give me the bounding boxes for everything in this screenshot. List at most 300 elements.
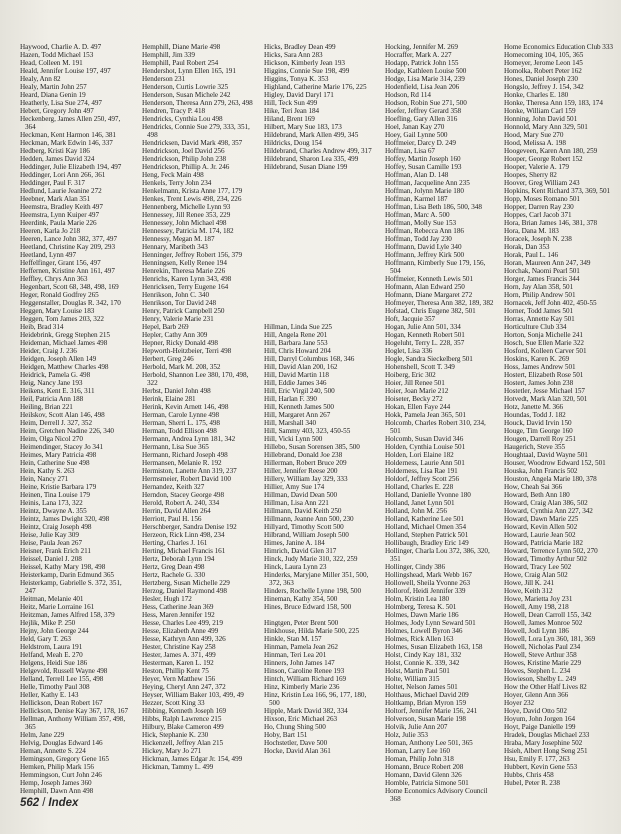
index-entry: Highland, Catherine Marie 176, 225 bbox=[264, 83, 367, 91]
index-entry: Hillebrand, Donald Joe 238 bbox=[264, 451, 343, 459]
index-entry: Haugerich, Steve 355 bbox=[504, 443, 566, 451]
index-entry: Henkes, Trent Lewis 498, 234, 226 bbox=[142, 195, 242, 203]
index-entry: Hofmeyer, Theresa Ann 382, 189, 382 bbox=[385, 299, 494, 307]
index-entry: Hermsmeier, Robert David 100 bbox=[142, 475, 231, 483]
index-entry: Hoffey, Martin Joseph 160 bbox=[385, 155, 461, 163]
index-entry: Hollingshead, Mark Webb 167 bbox=[385, 571, 472, 579]
index-entry: Heetland, Christine Kay 209, 293 bbox=[20, 243, 116, 251]
index-entry: Holmes, Lowell Byron 346 bbox=[385, 627, 463, 635]
index-entry: Hick, Stephanie K. 230 bbox=[142, 731, 209, 739]
index-entry: Hennessey, Patricia M. 174, 182 bbox=[142, 227, 234, 235]
index-entry: Hellman, Anthony William 357, 498, 365 bbox=[20, 715, 126, 731]
index-entry: Holderness, Lisa Rae 191 bbox=[385, 467, 458, 475]
index-entry: Hoier, Jill Renee 501 bbox=[385, 379, 445, 387]
index-entry: Hertz, Rachele G. 330 bbox=[142, 571, 206, 579]
index-entry: Helle, Timothy Paul 308 bbox=[20, 683, 90, 691]
index-entry: Hepler, Cathy Ann 309 bbox=[142, 331, 208, 339]
index-entry: Holm, Kristin Lea 180 bbox=[385, 595, 450, 603]
index-entry: Homan, Anthony Lee 501, 365 bbox=[385, 739, 473, 747]
index-entry: Henderson, Susan Michele 242 bbox=[142, 91, 231, 99]
index-entry: Holland, Stephen Patrick 501 bbox=[385, 531, 469, 539]
index-entry: Henrikson, John C. 340 bbox=[142, 291, 209, 299]
index-entry: Hoffmeier, Kenneth Lewis 501 bbox=[385, 275, 473, 283]
index-entry: Helgevold, Russell Wayne 498 bbox=[20, 667, 108, 675]
index-entry: Heig, Nancy Jane 193 bbox=[20, 379, 83, 387]
index-entry: Hillman, Lisa Ann 221 bbox=[264, 499, 329, 507]
index-entry: Hedlund, Laurie Jeanine 272 bbox=[20, 187, 102, 195]
index-entry: Howard, Timothy Arthur 502 bbox=[504, 555, 587, 563]
index-entry: Hill, Eddie James 346 bbox=[264, 379, 327, 387]
index-column-2 bbox=[142, 43, 254, 771]
index-entry: Hein, Kathy S. 263 bbox=[20, 467, 75, 475]
column-gap bbox=[264, 187, 376, 195]
index-entry: Heerdink, Paula Marie 226 bbox=[20, 219, 97, 227]
index-entry: Hoffman, Jolynn Marie 180 bbox=[385, 187, 464, 195]
index-entry: Hoskins, Karen K. 269 bbox=[504, 355, 570, 363]
index-entry: Howard, Cynthia Ann 227, 342 bbox=[504, 507, 593, 515]
index-entry: Heemstra, Bradley Keith 497 bbox=[20, 203, 103, 211]
index-entry: Horn, Jay Alan 358, 501 bbox=[504, 283, 574, 291]
index-entry: Heintz, Dwayne A. 355 bbox=[20, 507, 87, 515]
index-entry: Himes, Janine A. 184 bbox=[264, 539, 325, 547]
index-entry: Hicks, Bradley Dean 499 bbox=[264, 43, 336, 51]
index-entry: Hennessey, John Michael 498 bbox=[142, 219, 227, 227]
index-entry: Howard, Laurie Jean 502 bbox=[504, 531, 576, 539]
index-entry: Hotvedt, Mark Alan 320, 501 bbox=[504, 395, 588, 403]
index-entry: Howes, Kristine Marie 229 bbox=[504, 659, 581, 667]
index-entry: Heissel, Daniel J. 208 bbox=[20, 555, 82, 563]
index-entry: Hopkins, Kent Richard 373, 369, 501 bbox=[504, 187, 611, 195]
index-entry: Hesse, Kathryn Ann 499, 326 bbox=[142, 635, 226, 643]
index-entry: Hoefer, Jeffrey Gerard 358 bbox=[385, 107, 462, 115]
index-entry: Hill, Teck Sun 499 bbox=[264, 99, 318, 107]
index-entry: Henderson, Theresa Ann 279, 263, 498 bbox=[142, 99, 253, 107]
index-entry: Hilbert, Mary Sue 183, 173 bbox=[264, 123, 342, 131]
index-entry: Hill, Chris Howard 204 bbox=[264, 347, 331, 355]
index-entry: Hoft, Jacquie 357 bbox=[385, 315, 436, 323]
index-entry: Holst, Connie K. 339, 342 bbox=[385, 659, 460, 667]
column-gap bbox=[264, 283, 376, 291]
column-gap bbox=[264, 227, 376, 235]
index-entry: Hodson, Robin Sue 271, 500 bbox=[385, 99, 467, 107]
index-entry: Hinson, Caroline Renee 193 bbox=[264, 667, 345, 675]
index-entry: Hinz, Kimberly Marie 236 bbox=[264, 683, 340, 691]
index-entry: Heng, Feck Main 498 bbox=[142, 171, 204, 179]
index-entry: Henrichs, Karen Lynn 343, 498 bbox=[142, 275, 232, 283]
index-entry: Honke, Charles E. 180 bbox=[504, 91, 569, 99]
index-entry: Hickman, Tammy L. 499 bbox=[142, 763, 214, 771]
index-entry: Henrikson, Tor David 248 bbox=[142, 299, 217, 307]
index-entry: Hinman, Teri Lea 201 bbox=[264, 651, 327, 659]
index-entry: Hoiberg, Eric 302 bbox=[385, 371, 436, 379]
index-entry: Hilbrand, William Joseph 500 bbox=[264, 531, 349, 539]
column-gap bbox=[264, 611, 376, 619]
index-entry: Heffernen, Kristine Ann 161, 497 bbox=[20, 267, 115, 275]
column-gap bbox=[264, 203, 376, 211]
index-entry: Holtkamp, Brian Myron 159 bbox=[385, 699, 466, 707]
index-entry: Hegenbart, Scott 68, 348, 498, 169 bbox=[20, 283, 119, 291]
index-entry: Holtet, Nelson James 501 bbox=[385, 683, 458, 691]
index-entry: Henninger, Jeffrey Robert 156, 379 bbox=[142, 251, 243, 259]
index-entry: Hocraffer, Mark A. 227 bbox=[385, 51, 452, 59]
column-gap bbox=[264, 211, 376, 219]
index-entry: Hibbing, Kenneth Joseph 169 bbox=[142, 707, 227, 715]
index-entry: Hollinger, Cindy 386 bbox=[385, 563, 446, 571]
index-entry: Horn, Philip Andrew 501 bbox=[504, 291, 576, 299]
index-entry: Hoffman, Rebecca Ann 186 bbox=[385, 227, 464, 235]
index-entry: Hennenberg, Michelle Lynn 93 bbox=[142, 203, 231, 211]
index-entry: Heimes, Mary Patricia 498 bbox=[20, 451, 97, 459]
index-entry: Hoffey, Susan Camille 193 bbox=[385, 163, 462, 171]
index-entry: Hennary, Maribeth 343 bbox=[142, 243, 208, 251]
index-entry: Heddinger, Julie Elizabeth 194, 497 bbox=[20, 163, 122, 171]
index-entry: Hoyum, John Jorgen 164 bbox=[504, 715, 576, 723]
index-entry: Heetland, Lynn 497 bbox=[20, 251, 76, 259]
index-entry: Helfand, Meah E. 270 bbox=[20, 651, 83, 659]
index-entry: Honke, William Carl 159 bbox=[504, 107, 576, 115]
index-entry: Hemphill, Jim 339 bbox=[142, 51, 195, 59]
index-entry: Hinck, Laura Lynn 23 bbox=[264, 563, 327, 571]
index-entry: Heman, Annette S. 224 bbox=[20, 747, 86, 755]
index-entry: Hoyer 232 bbox=[504, 699, 535, 707]
index-entry: Hood, Melissa A. 198 bbox=[504, 139, 566, 147]
column-gap bbox=[264, 299, 376, 307]
index-entry: Herzeon, Rick Linn 498, 234 bbox=[142, 531, 225, 539]
index-entry: Home Economics Education Club 333 bbox=[504, 43, 613, 51]
index-entry: Heyser, William Baker 103, 499, 49 bbox=[142, 691, 244, 699]
index-entry: Hertz, Greg Dean 498 bbox=[142, 563, 205, 571]
index-entry: Holland, Danielle Yvonne 180 bbox=[385, 491, 471, 499]
index-entry: Hertz, Deborah Lynn 194 bbox=[142, 555, 215, 563]
index-entry: Howell, Dean Carroll 155, 342 bbox=[504, 611, 592, 619]
index-entry: Hoppes, Carl Jacob 371 bbox=[504, 211, 572, 219]
index-entry: Haywood, Charlie A. D. 497 bbox=[20, 43, 102, 51]
index-column-5 bbox=[504, 43, 616, 787]
index-entry: Howell, Lora Lyn 360, 181, 369 bbox=[504, 635, 596, 643]
index-entry: Horacek, Joseph N. 238 bbox=[504, 235, 572, 243]
index-entry: Heemstra, Lynn Kuiper 497 bbox=[20, 211, 99, 219]
index-entry: Homan, Philip John 318 bbox=[385, 755, 454, 763]
page-footer bbox=[20, 797, 78, 809]
column-gap bbox=[264, 235, 376, 243]
index-entry: Hicks, Sara Ann 283 bbox=[264, 51, 323, 59]
index-entry: Heinis, Lana 173, 322 bbox=[20, 499, 83, 507]
index-entry: Holmes, Dawn Marie 186 bbox=[385, 611, 459, 619]
index-entry: Honke, Theresa Ann 159, 183, 174 bbox=[504, 99, 603, 107]
index-entry: Howell, Steve Arthur 358 bbox=[504, 651, 577, 659]
index-column-4 bbox=[385, 43, 497, 803]
index-entry: Hill, Sammy 403, 323, 450-55 bbox=[264, 427, 351, 435]
column-gap bbox=[264, 179, 376, 187]
index-entry: Hildebrand, Charles Andrew 499, 317 bbox=[264, 147, 372, 155]
index-entry: Hogan, Kenneth Robert 501 bbox=[385, 331, 465, 339]
index-entry: Henry, Patrick Campbell 250 bbox=[142, 307, 225, 315]
index-entry: Holte, William 315 bbox=[385, 675, 440, 683]
index-entry: Holz, Julie 353 bbox=[385, 731, 428, 739]
index-entry: Howard, Beth Ann 180 bbox=[504, 491, 570, 499]
index-entry: Holtorf, Jennifer Marie 156, 241 bbox=[385, 707, 478, 715]
index-entry: Hipple, Mark David 382, 334 bbox=[264, 707, 348, 715]
index-entry: Hickey, Mary Jo 271 bbox=[142, 747, 202, 755]
index-entry: Hein, Nancy 271 bbox=[20, 475, 69, 483]
index-entry: Holland, Janet Lynn 501 bbox=[385, 499, 455, 507]
index-entry: Hemphill, Dawn Ann 498 bbox=[20, 787, 94, 795]
index-entry: Hokk, Pamela Jean 365, 501 bbox=[385, 411, 466, 419]
index-entry: Hill, Angela Rene 201 bbox=[264, 331, 328, 339]
index-entry: Herbst, Daniel John 498 bbox=[142, 387, 211, 395]
index-entry: Hess, Maren Jennifer 192 bbox=[142, 611, 215, 619]
index-entry: Howard, Patricia Marie 182 bbox=[504, 539, 583, 547]
index-entry: Hintch, William Richard 169 bbox=[264, 675, 347, 683]
index-entry: Hendrickson, Phillip A. Jr. 246 bbox=[142, 163, 230, 171]
index-entry: Houge, Tim George 160 bbox=[504, 427, 573, 435]
index-entry: Herbold, Shannon Lee 380, 170, 498, 322 bbox=[142, 371, 249, 387]
index-entry: Hofmann, Alan Edward 250 bbox=[385, 283, 465, 291]
index-entry: Herink, Elaine 281 bbox=[142, 395, 196, 403]
index-entry: Heyer, Vern Matthew 156 bbox=[142, 675, 216, 683]
index-entry: Heilskov, Scott Alan 146, 498 bbox=[20, 411, 105, 419]
index-entry: Hodge, Kathleen Louise 500 bbox=[385, 67, 467, 75]
index-entry: Hoye, David Otto 502 bbox=[504, 707, 567, 715]
index-entry: Hickson, Kimberly Jean 193 bbox=[264, 59, 345, 67]
index-entry: Hendershot, Lynn Ellen 165, 191 bbox=[142, 67, 236, 75]
index-entry: Hoffmann, David Lyle 340 bbox=[385, 243, 462, 251]
index-entry: Hoogeveen, Karen Ann 180, 259 bbox=[504, 147, 598, 155]
index-entry: Hinders, Rochelle Lynne 198, 500 bbox=[264, 587, 362, 595]
index-entry: Heisner, Frank Erich 211 bbox=[20, 547, 91, 555]
index-entry: Houser, Woodrow Edward 152, 501 bbox=[504, 459, 606, 467]
index-entry: Heintz, Craig Joseph 498 bbox=[20, 523, 92, 531]
index-entry: Heffley, Chrys Ann 363 bbox=[20, 275, 88, 283]
index-entry: Hora, Brian James 146, 381, 378 bbox=[504, 219, 598, 227]
index-entry: Howell, Amy 198, 218 bbox=[504, 603, 569, 611]
index-entry: Henricksen, Terry Eugene 164 bbox=[142, 283, 229, 291]
index-entry: Hoffmann, Kimberly Sue 179, 156, 504 bbox=[385, 259, 486, 275]
index-entry: Hebert, Gregory John 497 bbox=[20, 107, 94, 115]
index-entry: Heider, Craig J. 236 bbox=[20, 347, 77, 355]
index-entry: Hopp, Moses Romano 501 bbox=[504, 195, 580, 203]
index-entry: Howard, Tracy Lee 502 bbox=[504, 563, 572, 571]
index-entry: Heckenberg, James Allen 250, 497, 364 bbox=[20, 115, 121, 131]
index-entry: Helm, Jane 229 bbox=[20, 731, 65, 739]
index-entry: Heissel, Kathy Mary 198, 498 bbox=[20, 563, 106, 571]
index-entry: Hubbs, Chris 458 bbox=[504, 771, 554, 779]
index-entry: Hike, Teri Jean 184 bbox=[264, 107, 320, 115]
index-entry: Hermann, Richard Joseph 498 bbox=[142, 451, 228, 459]
index-entry: Ho, Chung Shing 500 bbox=[264, 723, 326, 731]
index-entry: Home Economics Advisory Council 368 bbox=[385, 787, 488, 803]
index-entry: Heidebrink, Gregg Stephen 215 bbox=[20, 331, 110, 339]
index-entry: Hollorof, Heidi Jennifer 339 bbox=[385, 587, 466, 595]
index-entry: Hoffman, Lisa Beth 186, 500, 348 bbox=[385, 203, 482, 211]
index-entry: Hoffmeier, Darcy D. 249 bbox=[385, 139, 456, 147]
index-entry: Hora, Dana M. 183 bbox=[504, 227, 559, 235]
index-entry: Hoffman, Marc A. 500 bbox=[385, 211, 450, 219]
index-entry: Henkels, Terry John 234 bbox=[142, 179, 212, 187]
index-entry: Horticulture Club 334 bbox=[504, 323, 567, 331]
index-entry: Henderson 231 bbox=[142, 75, 186, 83]
index-entry: Holmes, Rick Allen 163 bbox=[385, 635, 454, 643]
index-entry: Hoefling, Gary Allen 316 bbox=[385, 115, 458, 123]
index-entry: Heisterkamp, Gabrielle S. 372, 351, 247 bbox=[20, 579, 122, 595]
index-entry: Howe, Craig Alan 502 bbox=[504, 571, 568, 579]
index-entry: Hokan, Ellen Faye 244 bbox=[385, 403, 451, 411]
index-entry: Heddinger, Paul F. 317 bbox=[20, 179, 85, 187]
index-entry: Heiling, Brian 221 bbox=[20, 403, 73, 411]
index-entry: Hepner, Ricky Donald 498 bbox=[142, 339, 218, 347]
index-entry: Hineman, Kathy 354, 500 bbox=[264, 595, 338, 603]
column-gap bbox=[264, 243, 376, 251]
index-entry: Hesler, Hugh 172 bbox=[142, 595, 192, 603]
index-entry: Heard, Diana Genin 19 bbox=[20, 91, 86, 99]
index-entry: Heeren, Karla Jo 218 bbox=[20, 227, 81, 235]
index-entry: Houndas, Todd J. 182 bbox=[504, 411, 566, 419]
index-entry: Hoier, Joan Marie 212 bbox=[385, 387, 449, 395]
index-entry: Herman, Sherri L. 175, 498 bbox=[142, 419, 220, 427]
index-entry: Hezzer, Scott King 33 bbox=[142, 699, 205, 707]
index-entry: Horak, Dan 353 bbox=[504, 243, 550, 251]
index-entry: Holland, John M. 256 bbox=[385, 507, 447, 515]
index-entry: Holvik, Julie Ann 207 bbox=[385, 723, 448, 731]
index-entry: Hogeluht, Terry L. 228, 357 bbox=[385, 339, 465, 347]
index-entry: Heise, Paula Jean 267 bbox=[20, 539, 83, 547]
index-entry: Hochstetler, Dave 500 bbox=[264, 739, 328, 747]
index-entry: Homble, Patricia Simone 501 bbox=[385, 779, 469, 787]
index-entry: Heidgen, Matthew Charles 498 bbox=[20, 363, 109, 371]
index-entry: Higgins, Tonya K. 353 bbox=[264, 75, 329, 83]
index-entry: Heller, Kathy E. 143 bbox=[20, 691, 79, 699]
index-entry: Hopper, Darren Ray 230 bbox=[504, 203, 574, 211]
index-entry: Heim, Gretchen Nadine 226, 340 bbox=[20, 427, 114, 435]
index-entry: Heggenstaller, Douglas R. 342, 170 bbox=[20, 299, 121, 307]
index-entry: Holthaus, Michael David 209 bbox=[385, 691, 469, 699]
index-entry: Hinners, John James 147 bbox=[264, 659, 335, 667]
index-entry: Holland, Michael Omen 354 bbox=[385, 523, 466, 531]
index-entry: Hepel, Barb 269 bbox=[142, 323, 189, 331]
index-entry: Herbert, Greg 246 bbox=[142, 355, 194, 363]
index-entry: Hendricksen, David Mark 498, 357 bbox=[142, 139, 243, 147]
index-entry: Horner, Todd James 501 bbox=[504, 307, 574, 315]
index-entry: Honnold, Mary Ann 329, 501 bbox=[504, 123, 588, 131]
index-entry: Hickenzell, Jeffrey Alan 215 bbox=[142, 739, 224, 747]
index-entry: Hiland, Brent 169 bbox=[264, 115, 315, 123]
index-entry: Heckman, Kent Harmon 146, 381 bbox=[20, 131, 116, 139]
index-entry: Hill, Barbara Jane 553 bbox=[264, 339, 328, 347]
index-entry: Holland, Charles E. 228 bbox=[385, 483, 454, 491]
index-entry: Helvig, Douglas Edward 146 bbox=[20, 739, 103, 747]
index-entry: Hildebrand, Mark Allen 499, 345 bbox=[264, 131, 359, 139]
index-entry: How, Cheah Sai 366 bbox=[504, 483, 563, 491]
index-entry: Heffelfinger, Grant 156, 497 bbox=[20, 259, 101, 267]
index-entry: Higley, David Daryl 171 bbox=[264, 91, 334, 99]
index-entry: Hones, Daniel Joseph 230 bbox=[504, 75, 578, 83]
index-entry: Hoby, Bart 151 bbox=[264, 731, 308, 739]
index-entry: Henderson, Curtis Lowrie 325 bbox=[142, 83, 229, 91]
index-entry: Hood, Mary Sue 270 bbox=[504, 131, 564, 139]
index-entry: Holmes, Jody Lynn Seward 501 bbox=[385, 619, 476, 627]
index-entry: Howieson, Shelby L. 249 bbox=[504, 675, 577, 683]
index-entry: Heitzman, James Alfred 158, 379 bbox=[20, 611, 115, 619]
index-entry: Horchak, Naomi Pearl 501 bbox=[504, 267, 580, 275]
index-entry: Hester, James A. 371, 499 bbox=[142, 651, 216, 659]
index-entry: Hiller, Jennifer Reese 200 bbox=[264, 467, 338, 475]
index-entry: Holst, Cindy Kay 181, 332 bbox=[385, 651, 462, 659]
index-entry: Hooper, George Robert 152 bbox=[504, 155, 583, 163]
index-entry: Horak, Paul L. 146 bbox=[504, 251, 558, 259]
index-entry: Hodson, Rd 114 bbox=[385, 91, 431, 99]
index-entry: Heine, Kristie Barbara 179 bbox=[20, 483, 97, 491]
index-entry: Holland, Katherine Lee 501 bbox=[385, 515, 464, 523]
index-entry: Howard, Dawn Marie 225 bbox=[504, 515, 579, 523]
index-entry: Heald, Jennifer Louise 197, 497 bbox=[20, 67, 111, 75]
page-number: 562 bbox=[20, 797, 40, 809]
index-entry: Hepworth-Heitzbeier, Terri 498 bbox=[142, 347, 232, 355]
index-entry: Houston, Angela Marie 180, 378 bbox=[504, 475, 597, 483]
index-entry: Hillman, David Dean 500 bbox=[264, 491, 338, 499]
index-entry: Hinkle, Stan M. 157 bbox=[264, 635, 322, 643]
index-entry: Hongslo, Jeffrey J. 154, 342 bbox=[504, 83, 584, 91]
index-column-3 bbox=[264, 43, 376, 755]
index-entry: Hertzberg, Susan Michelle 229 bbox=[142, 579, 230, 587]
index-entry: Homan, Larry Lee 160 bbox=[385, 747, 450, 755]
index-entry: Holcomb, Charles Robert 310, 234, 501 bbox=[385, 419, 486, 435]
index-entry: Hoover, Greg William 243 bbox=[504, 179, 580, 187]
index-entry: Homeyer, Jerome Leon 145 bbox=[504, 59, 583, 67]
index-entry: Hoffman, Karmel 187 bbox=[385, 195, 448, 203]
index-entry: How the Other Half Lives 82 bbox=[504, 683, 587, 691]
index-entry: Held, Gary T. 263 bbox=[20, 635, 71, 643]
index-entry: Heitman, Melanie 401 bbox=[20, 595, 84, 603]
index-entry: Hoffmann, Jeffrey Kirk 500 bbox=[385, 251, 465, 259]
index-entry: Hillman, Linda Sue 225 bbox=[264, 323, 332, 331]
index-entry: Hocking, Jennifer M. 269 bbox=[385, 43, 458, 51]
index-entry: Howell, Jodi Lynn 186 bbox=[504, 627, 569, 635]
index-entry: Holderness, Laurie Ann 501 bbox=[385, 459, 465, 467]
index-entry: Hosch, Sue Ellen Marie 322 bbox=[504, 339, 584, 347]
index-entry: Hendricks, Cynthia Lou 498 bbox=[142, 115, 223, 123]
index-entry: Hingtgen, Peter Brent 500 bbox=[264, 619, 339, 627]
index-entry: Herink, Kevin Arnett 146, 498 bbox=[142, 403, 229, 411]
index-entry: Heikens, Kent E. 316, 311 bbox=[20, 387, 95, 395]
index-entry: Helland, Terrell Lee 155, 498 bbox=[20, 675, 104, 683]
index-entry: Himrich, David Glen 317 bbox=[264, 547, 337, 555]
index-entry: Higgins, Connie Sue 198, 499 bbox=[264, 67, 350, 75]
index-entry: Hester, Christine Kay 258 bbox=[142, 643, 216, 651]
index-entry: Hillery, William Jay 329, 333 bbox=[264, 475, 348, 483]
index-entry: Hollowell, Sheila Yvonne 263 bbox=[385, 579, 471, 587]
index-entry: Herbold, Mark M. 208, 352 bbox=[142, 363, 221, 371]
column-gap bbox=[264, 275, 376, 283]
index-entry: Hougen, Darrell Roy 251 bbox=[504, 435, 576, 443]
index-entry: Hillebo, Susan Sorensen 385, 500 bbox=[264, 443, 360, 451]
index-entry: Horras, Annette Kay 501 bbox=[504, 315, 575, 323]
index-entry: Honning, John David 501 bbox=[504, 115, 578, 123]
index-entry: Heil, Patricia Ann 188 bbox=[20, 395, 84, 403]
index-entry: Hedberg, Kristi Kay 186 bbox=[20, 147, 90, 155]
index-entry: Hendrickson, Philip John 238 bbox=[142, 155, 227, 163]
index-entry: Hellickson, Denise Kay 367, 178, 167 bbox=[20, 707, 128, 715]
index-entry: Howell, Nicholas Paul 234 bbox=[504, 643, 581, 651]
index-entry: Hibbs, Ralph Lawrence 215 bbox=[142, 715, 222, 723]
index-entry: Hostetler, Jesse Michael 157 bbox=[504, 387, 585, 395]
index-entry: Heddinger, Lori Ann 266, 361 bbox=[20, 171, 106, 179]
index-entry: Hejlik, Mike P. 250 bbox=[20, 619, 76, 627]
index-entry: Heideman, Michael James 498 bbox=[20, 339, 108, 347]
index-entry: Herold, Robert A. 240, 334 bbox=[142, 499, 220, 507]
index-entry: Hogan, Julie Ann 501, 334 bbox=[385, 323, 461, 331]
index-entry: Hemmingson, Curt John 246 bbox=[20, 771, 102, 779]
index-entry: Hill, David Martin 118 bbox=[264, 371, 329, 379]
